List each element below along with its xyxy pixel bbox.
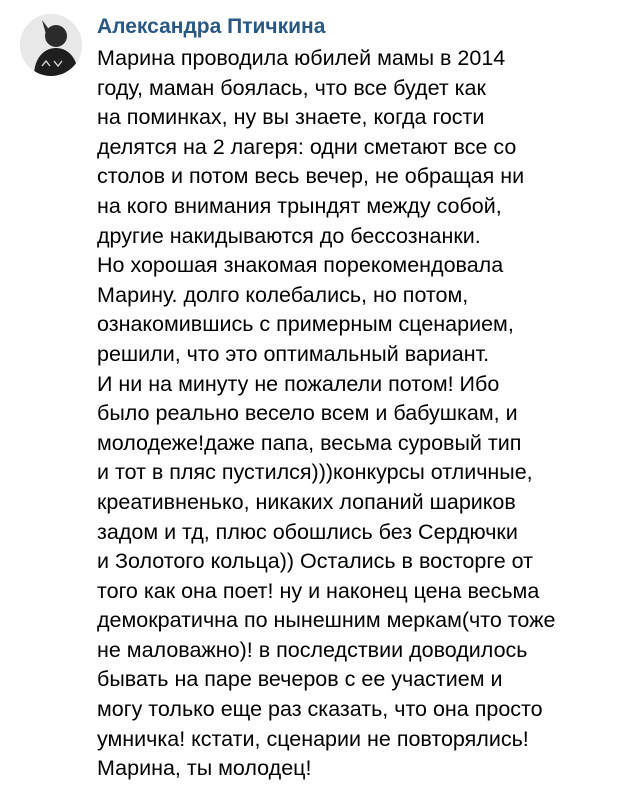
comment-text-line: другие накидываются до бессознанки. [97, 223, 481, 248]
comment-text-line: молодеже!даже папа, весьма суровый тип [97, 430, 522, 455]
comment-text-line: Марину. долго колебались, но потом, [97, 282, 469, 307]
comment-text-line: году, маман боялась, что все будет как [97, 75, 486, 100]
comment-text-line: не маловажно)! в последствии доводилось [97, 637, 528, 662]
comment-text-line: демократична по нынешним меркам(что тоже [97, 608, 556, 633]
comment-text-line: было реально весело всем и бабушкам, и [97, 401, 518, 426]
comment-text-line: Марина, ты молодец! [97, 756, 312, 781]
comment-text-line: бывать на паре вечеров с ее участием и [97, 667, 503, 692]
comment-text-line: могу только еще раз сказать, что она просто [97, 697, 543, 722]
comment-text-line: и Золотого кольца)) Остались в восторге от [97, 549, 533, 574]
comment-text-line: решили, что это оптимальный вариант. [97, 341, 490, 366]
comment-text-line: делятся на 2 лагеря: одни сметают все со [97, 134, 517, 159]
comment-text-line: на кого внимания трындят между собой, [97, 193, 502, 218]
comment-text-line: ознакомившись с примерным сценарием, [97, 312, 514, 337]
comment-author-name[interactable]: Александра Птичкина [97, 15, 326, 38]
comment-text [97, 44, 617, 784]
comment-text-line: И ни на минуту не пожалели потом! Ибо [97, 371, 500, 396]
user-avatar-icon[interactable] [20, 14, 82, 76]
comment-text-line: и тот в пляс пустился)))конкурсы отличные, [97, 460, 533, 485]
comment-text-line: на поминках, ну вы знаете, когда гости [97, 105, 485, 130]
comment-text-line: умничка! кстати, сценарии не повторялись! [97, 726, 529, 751]
comment-text-line: Но хорошая знакомая порекомендовала [97, 253, 504, 278]
user-avatar-image [20, 14, 82, 76]
comment-text-line: Марина проводила юбилей мамы в 2014 [97, 46, 506, 70]
comment-text-line: того как она поет! ну и наконец цена весьма [97, 578, 540, 603]
comment-text-line: креативненько, никаких лопаний шариков [97, 489, 516, 514]
comment-text-line: столов и потом весь вечер, не обращая ни [97, 164, 525, 189]
comment-text-line: задом и тд, плюс обошлись без Сердючки [97, 519, 518, 544]
